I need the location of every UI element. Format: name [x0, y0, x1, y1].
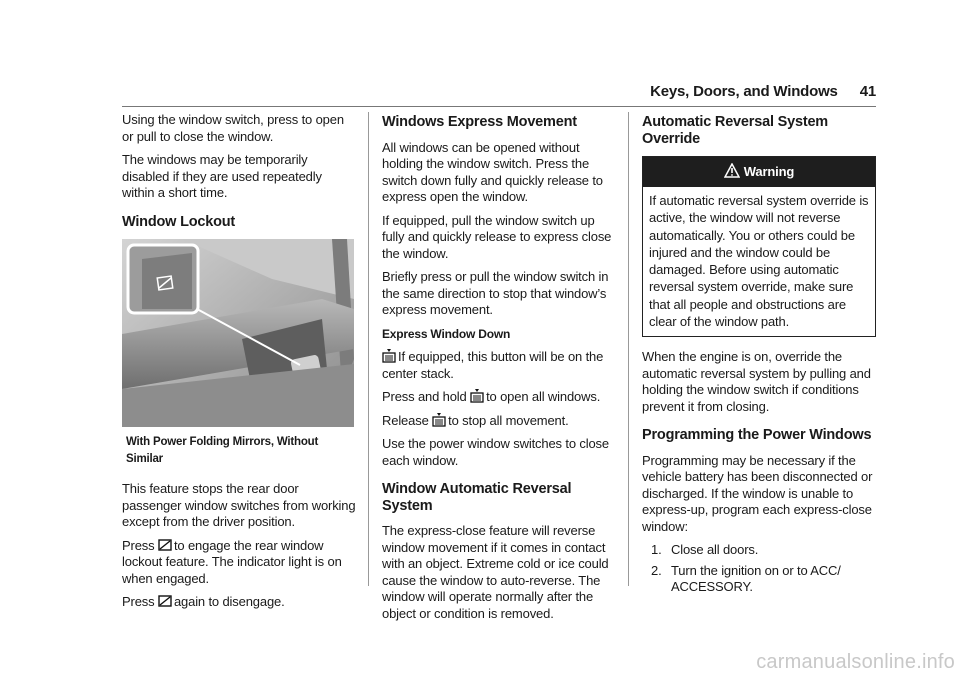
paragraph: This feature stops the rear door passenger window switches from working except from the driver position. — [122, 481, 356, 529]
header-rule — [122, 106, 876, 107]
list-item — [642, 542, 876, 559]
warning-box — [642, 156, 876, 337]
paragraph — [122, 594, 356, 611]
paragraph: Briefly press or pull the window switch in the same direction to stop that window’s express movement. — [382, 269, 609, 317]
heading-override: Automatic Reversal System Override — [642, 114, 828, 147]
watermark[interactable]: carmanualsonline.info — [756, 651, 955, 673]
heading-express-window-down: Express Window Down — [382, 326, 511, 341]
text-run: If equipped, this button will be on the center stack. — [382, 349, 604, 381]
heading-auto-reversal: Window Automatic Reversal System — [382, 481, 572, 514]
heading-window-lockout: Window Lockout — [122, 213, 236, 230]
column-divider — [628, 112, 629, 586]
column-3 — [642, 112, 876, 600]
step-number: 2. — [651, 562, 662, 578]
paragraph: When the engine is on, override the automatic reversal system by pulling and holding the window switch if conditions prevent it from closing. — [642, 349, 871, 414]
heading-programming: Programming the Power Windows — [642, 427, 872, 444]
paragraph — [382, 389, 614, 406]
text-run: Press and hold — [382, 389, 467, 404]
paragraph: If equipped, pull the window switch up fully and quickly release to express close the window. — [382, 212, 612, 261]
warning-title: Warning — [743, 164, 795, 179]
figure-caption: With Power Folding Mirrors, Without Similar — [126, 436, 319, 465]
text-run: Press — [122, 594, 155, 609]
running-head — [560, 83, 876, 100]
paragraph — [122, 538, 356, 588]
text-run: Press — [122, 537, 155, 553]
door-switch-illustration — [122, 239, 354, 427]
door-switch-figure — [122, 239, 354, 427]
text-run: to open all windows. — [486, 389, 601, 404]
paragraph: Use the power window switches to close each window. — [382, 436, 609, 468]
heading-express-movement: Windows Express Movement — [382, 114, 577, 130]
column-2 — [382, 112, 614, 629]
warning-text: If automatic reversal system override is active, the window will not reverse automatically. You or others could be injured and the window could be damaged. Before using automatic reversal system override, make sure that all people and obstructions are clear of the window path. — [649, 193, 869, 330]
paragraph: Using the window switch, press to open or pull to close the window. — [122, 112, 344, 144]
step-number: 1. — [651, 542, 662, 558]
text-run: to stop all movement. — [448, 412, 569, 428]
text-run: to engage the rear window lockout feature. The indicator light is on when engaged. — [122, 537, 342, 586]
step-text: Close all doors. — [671, 542, 759, 558]
warning-triangle-icon — [724, 163, 740, 178]
text-run: Release — [382, 412, 429, 428]
express-window-down-icon — [432, 413, 446, 427]
steps-list — [642, 542, 876, 596]
section-title: Keys, Doors, and Windows — [650, 83, 838, 100]
paragraph: All windows can be opened without holding the window switch. Press the switch down fully and quickly release to express open the window. — [382, 139, 603, 204]
paragraph: The express-close feature will reverse window movement if it comes in contact with an object. Extreme cold or ice could cause the window to auto-reverse. The window will operate normally after the object or condition is removed. — [382, 523, 609, 621]
window-lockout-icon — [158, 538, 172, 552]
page-number: 41 — [859, 83, 876, 100]
express-window-down-icon — [470, 389, 484, 403]
paragraph: Programming may be necessary if the vehicle battery has been disconnected or discharged. If the window is unable to express-up, program each express-close window: — [642, 452, 873, 534]
step-text: Turn the ignition on or to ACC/ ACCESSORY. — [671, 562, 841, 595]
column-divider — [368, 112, 369, 586]
paragraph — [382, 413, 614, 430]
window-lockout-icon — [158, 594, 172, 608]
paragraph: The windows may be temporarily disabled if they are used repeatedly within a short time. — [122, 152, 322, 200]
warning-header — [643, 157, 875, 187]
column-1 — [122, 112, 356, 618]
text-run: again to disengage. — [173, 594, 285, 609]
express-window-down-icon — [382, 349, 396, 363]
list-item — [642, 563, 876, 596]
paragraph — [382, 349, 614, 382]
